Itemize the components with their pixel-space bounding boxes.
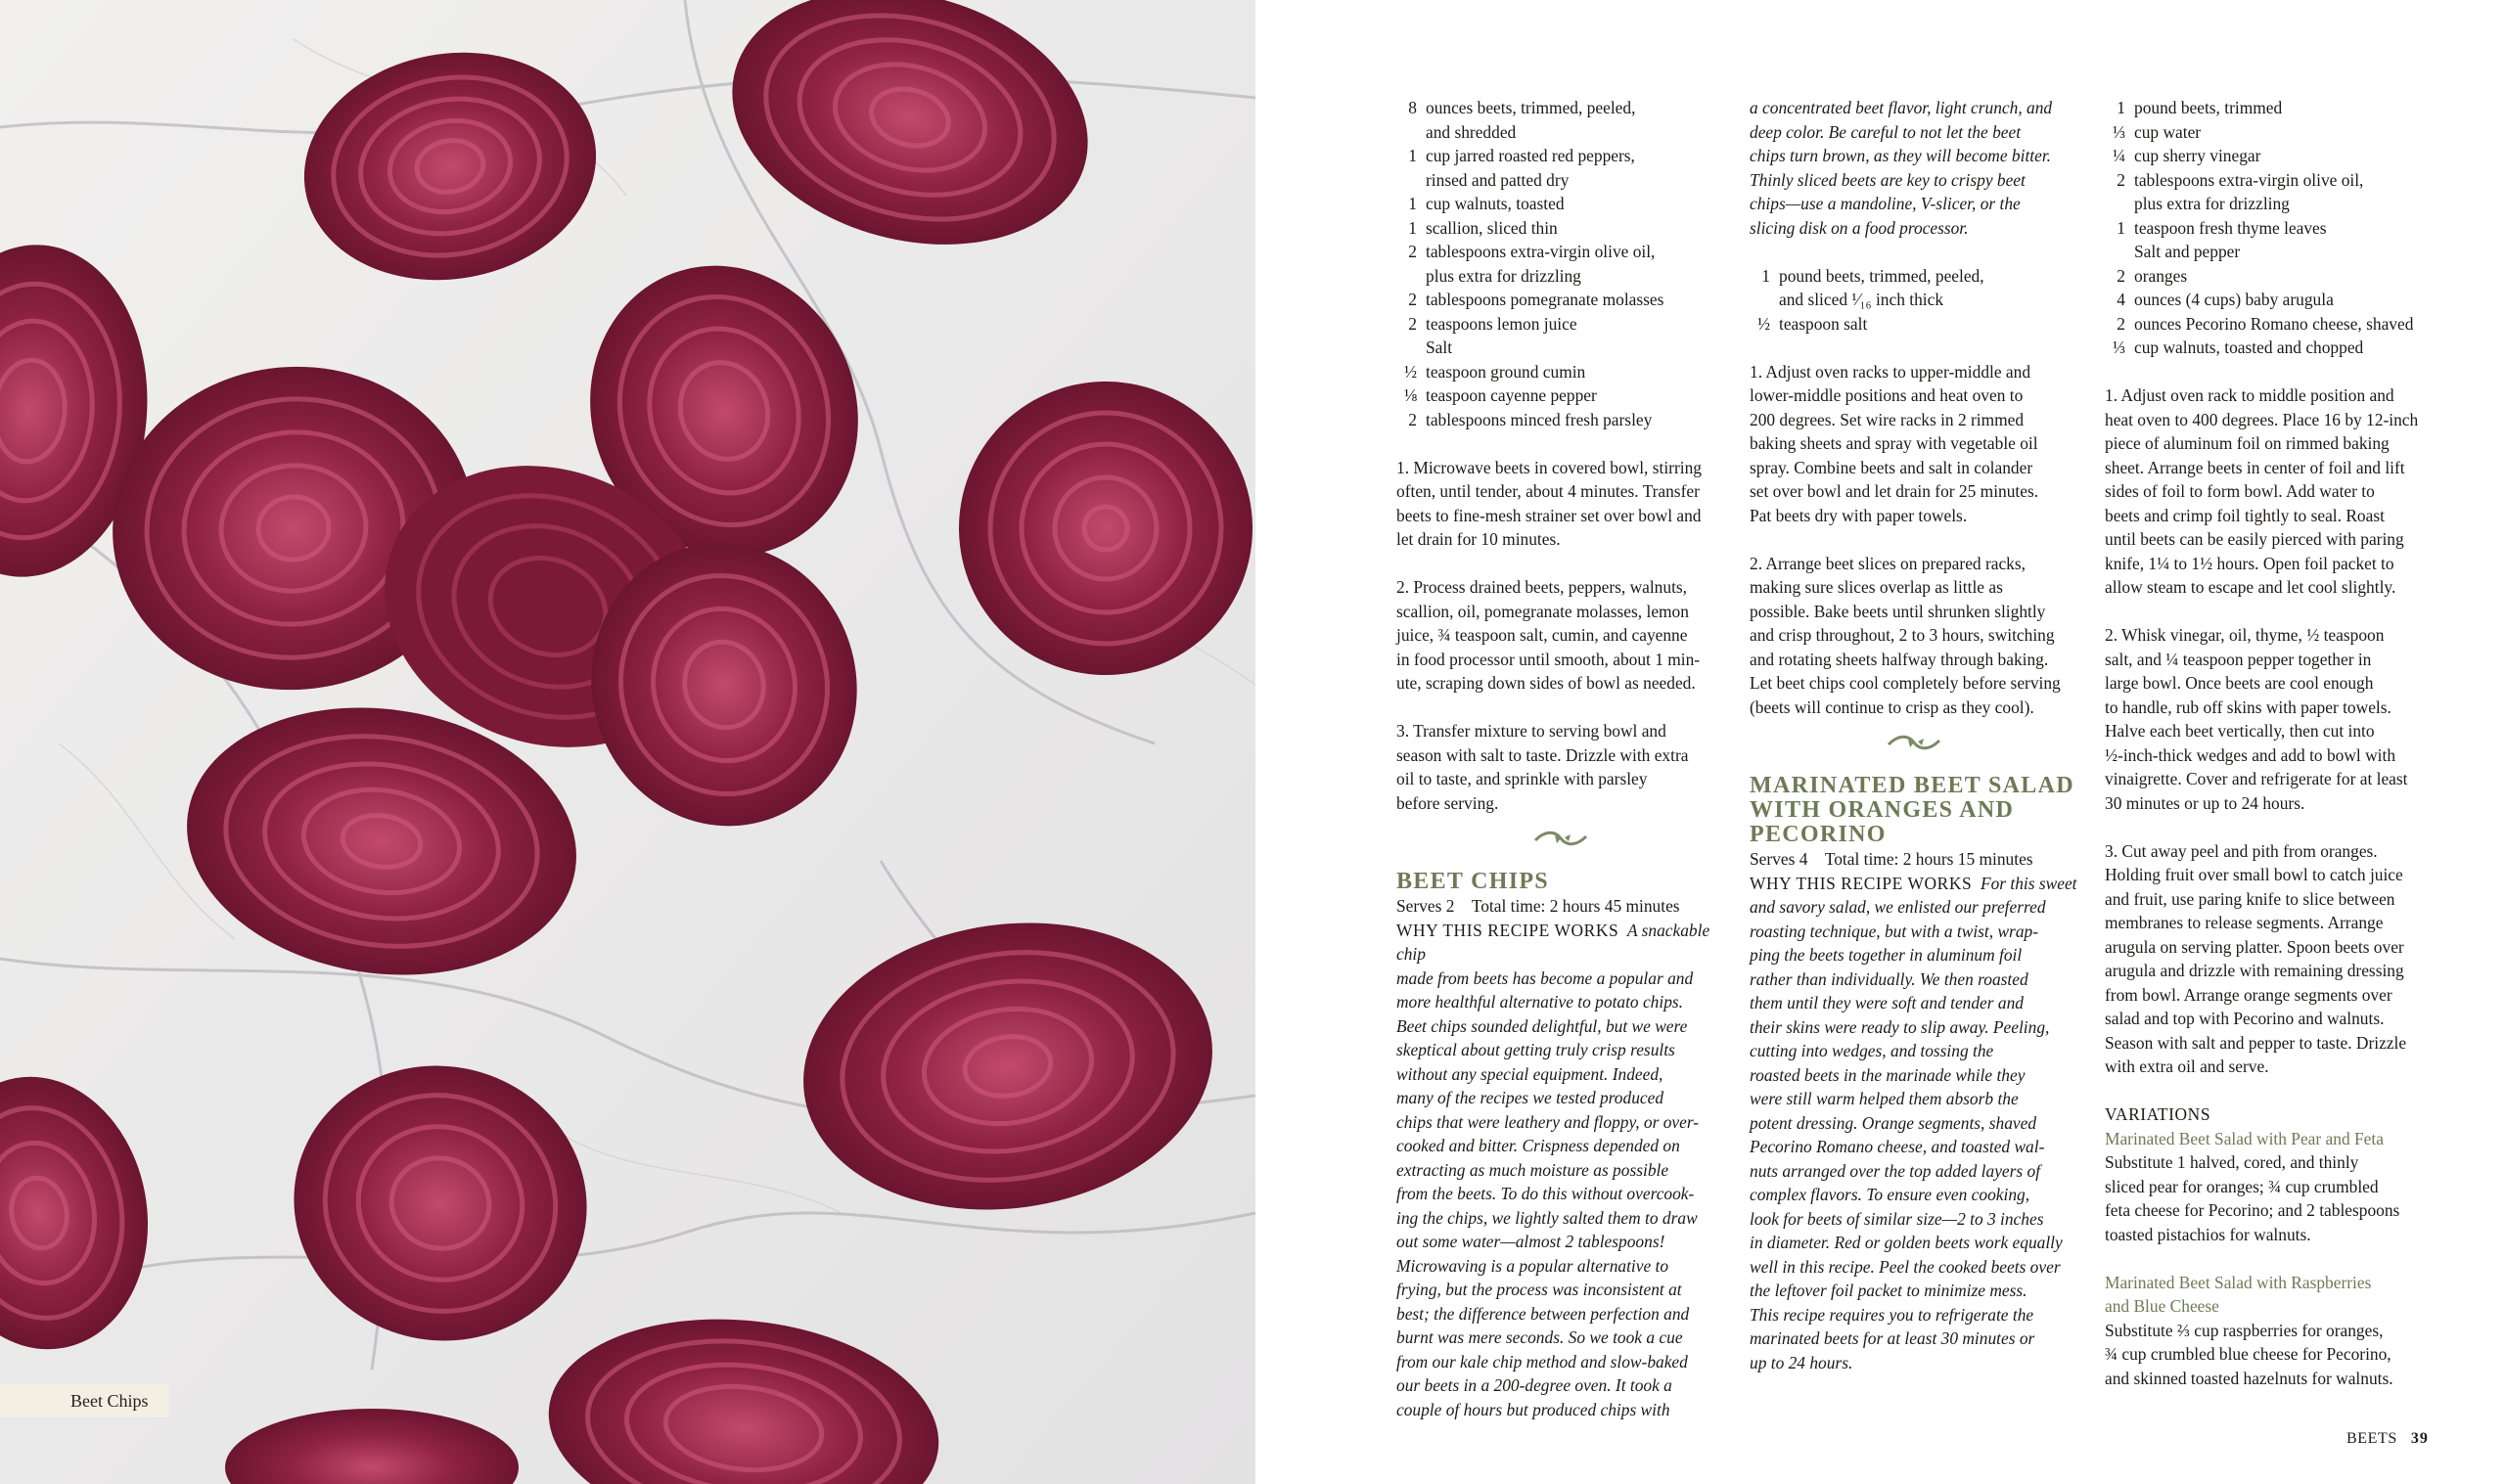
salad-title: MARINATED BEET SALAD WITH ORANGES AND PECORINO — [1750, 773, 2074, 847]
dip-step-2: 2. Process drained beets, peppers, walnuts, scallion, oil, pomegranate molasses, lemon juice, ¾ teaspoon salt, cumin, and cayenne in food processor until smooth, about 1 min- ute, scraping down sides of bowl as needed. — [1396, 577, 1701, 693]
ingredient-row: 1 scallion, sliced thin — [1408, 217, 1558, 238]
running-head: BEETS — [2346, 1430, 2397, 1447]
beet-chips-ingredients-list — [1750, 264, 2077, 337]
ingredient-row: plus extra for drizzling — [2134, 194, 2290, 213]
salad-why: WHY THIS RECIPE WORKS For this sweet and savory salad, we enlisted our preferred roasting technique, but with a twist, wrap- ping the beets together in aluminum foil rather than individually. We then roasted them until they were soft and tender and their skins were ready to slip away. Peeling, cutting into wedges, and tossing the roasted beets in the marinade while they were still warm helped them absorb the potent dressing. Orange segments, shaved Pecorino Romano cheese, and toasted wal- nuts arranged over the top added layers of complex flavors. To ensure even cooking, look for beets of similar size—2 to 3 inches in diameter. Red or golden beets work equally well in this recipe. Peel the cooked beets over the leftover foil packet to minimize mess. This recipe requires you to refrigerate the marinated beets for at least 30 minutes or up to 24 hours. — [1750, 873, 2077, 1372]
beet-chips-meta: Serves 2 Total time: 2 hours 45 minutes — [1396, 896, 1680, 916]
ingredient-row: 1 pound beets, trimmed — [2117, 98, 2283, 117]
dip-step-1: 1. Microwave beets in covered bowl, stirring often, until tender, about 4 minutes. Transfer beets to fine-mesh strainer set over bowl and let drain for 10 minutes. — [1396, 457, 1702, 549]
salad-step-2: 2. Whisk vinegar, oil, thyme, ½ teaspoon salt, and ¼ teaspoon pepper together in large bowl. Once beets are cool enough to handle, rub off skins with paper towels. Halve each beet vertically, then cut into ½-inch-thick wedges and add to bowl with vinaigrette. Cover and refrigerate for at least 30 minutes or up to 24 hours. — [2105, 625, 2408, 813]
ingredient-row: 8 ounces beets, trimmed, peeled, — [1408, 98, 1636, 117]
ornament-divider-icon — [1396, 827, 1724, 850]
left-column — [1396, 96, 1724, 1421]
ingredient-row: ⅓ cup water — [2112, 121, 2202, 142]
ornament-divider-icon — [1750, 731, 2077, 754]
middle-column — [1750, 96, 2077, 1374]
variation-1-text: Substitute 1 halved, cored, and thinly sliced pear for oranges; ¾ cup crumbled feta cheese for Pecorino; and 2 tablespoons toasted pistachios for walnuts. — [2105, 1152, 2400, 1244]
ingredient-row: ⅓ cup walnuts, toasted and chopped — [2112, 337, 2364, 357]
ingredient-row: Salt and pepper — [2134, 242, 2241, 261]
ingredient-row: and shredded — [1426, 121, 1517, 142]
dip-step-3: 3. Transfer mixture to serving bowl and season with salt to taste. Drizzle with extra oil to taste, and sprinkle with parsley before serving. — [1396, 721, 1689, 813]
ingredient-row: 2 tablespoons extra-virgin olive oil, — [2117, 169, 2364, 190]
ingredient-row: plus extra for drizzling — [1426, 265, 1581, 286]
photo-caption: Beet Chips — [0, 1384, 169, 1417]
salad-step-1: 1. Adjust oven rack to middle position and heat oven to 400 degrees. Place 16 by 12-inch piece of aluminum foil on rimmed baking sheet. Arrange beets in center of foil and lift sides of foil to form bowl. Add water to beets and crimp foil tightly to seal. Roast until beets can be easily pierced with paring knife, 1¼ to 1½ hours. Open foil packet to allow steam to escape and let cool slightly. — [2105, 385, 2419, 597]
salad-meta: Serves 4 Total time: 2 hours 15 minutes — [1750, 849, 2033, 869]
ingredient-row: and sliced ¹⁄₁₆ inch thick — [1779, 290, 1944, 309]
salad-ingredients-list — [2105, 96, 2437, 360]
ingredient-row: rinsed and patted dry — [1426, 169, 1570, 190]
beet-chips-step-1: 1. Adjust oven racks to upper-middle and lower-middle positions and heat oven to 200 degrees. Set wire racks in 2 rimmed baking sheets and spray with vegetable oil spray. Combine beets and salt in colander set over bowl and let drain for 25 minutes. Pat beets dry with paper towels. — [1750, 361, 2039, 525]
ingredient-row: 1 cup walnuts, toasted — [1408, 194, 1565, 213]
ingredient-row: Salt — [1426, 337, 1453, 357]
ingredient-row: ¼ cup sherry vinegar — [2112, 146, 2261, 165]
ingredient-row: ⅛ teaspoon cayenne pepper — [1403, 385, 1597, 405]
ingredient-row: 2 tablespoons extra-virgin olive oil, — [1408, 242, 1656, 261]
dip-ingredients-list — [1396, 96, 1724, 431]
beet-chips-title: BEET CHIPS — [1396, 869, 1549, 894]
ingredient-row: ½ teaspoon salt — [1756, 313, 1868, 334]
right-column — [2105, 96, 2437, 1390]
ingredient-row: 2 tablespoons minced fresh parsley — [1408, 409, 1653, 429]
variation-2-text: Substitute ⅔ cup raspberries for oranges, ¾ cup crumbled blue cheese for Pecorino, and skinned toasted hazelnuts for walnuts. — [2105, 1320, 2393, 1388]
ingredient-row: 4 ounces (4 cups) baby arugula — [2117, 290, 2334, 309]
beet-chips-why-continued: a concentrated beet flavor, light crunch, and deep color. Be careful to not let the beet chips turn brown, as they will become bitter. Thinly sliced beets are key to crispy beet chips—use a mandoline, V-slicer, or the slicing disk on a food processor. — [1750, 98, 2053, 238]
beet-chips-step-2: 2. Arrange beet slices on prepared racks, making sure slices overlap as little as possible. Bake beets until shrunken slightly and crisp throughout, 2 to 3 hours, switching and rotating sheets halfway through baking. Let beet chips cool completely before serving (beets will continue to crisp as they cool). — [1750, 553, 2061, 717]
variation-1-title: Marinated Beet Salad with Pear and Feta — [2105, 1128, 2384, 1148]
variations-label: VARIATIONS — [2105, 1104, 2211, 1124]
page-footer — [2346, 1430, 2429, 1448]
beet-chips-why: WHY THIS RECIPE WORKS A snackable chip made from beets has become a popular and more healthful alternative to potato chips. Beet chips sounded delightful, but we were skeptical about getting truly crisp results without any special equipment. Indeed, many of the recipes we tested produced chips that were leathery and floppy, or over- cooked and bitter. Crispness depended on extracting as much moisture as possible from the beets. To do this without overcook- ing the chips, we lightly salted them to draw out some water—almost 2 tablespoons! Microwaving is a popular alternative to frying, but the process was inconsistent at best; the difference between perfection and burnt was mere seconds. So we took a cue from our kale chip method and slow-baked our beets in a 200-degree oven. It took a couple of hours but produced chips with — [1396, 920, 1710, 1419]
variation-2-title: Marinated Beet Salad with Raspberries and Blue Cheese — [2105, 1272, 2372, 1316]
ingredient-row: 1 cup jarred roasted red peppers, — [1408, 146, 1635, 165]
page-number: 39 — [2410, 1430, 2429, 1447]
ingredient-row: ½ teaspoon ground cumin — [1403, 361, 1586, 382]
ingredient-row: 2 teaspoons lemon juice — [1408, 313, 1577, 334]
ingredient-row: 2 tablespoons pomegranate molasses — [1408, 290, 1664, 309]
ingredient-row: 2 oranges — [2117, 265, 2188, 286]
salad-step-3: 3. Cut away peel and pith from oranges. Holding fruit over small bowl to catch juice and fruit, use paring knife to slice between membranes to release segments. Arrange arugula on serving platter. Spoon beets over arugula and drizzle with remaining dressing from bowl. Arrange orange segments over salad and top with Pecorino and walnuts. Season with salt and pepper to taste. Drizzle with extra oil and serve. — [2105, 840, 2407, 1076]
ingredient-row: 2 ounces Pecorino Romano cheese, shaved — [2117, 313, 2414, 334]
ingredient-row: 1 pound beets, trimmed, peeled, — [1761, 265, 1984, 286]
ingredient-row: 1 teaspoon fresh thyme leaves — [2117, 217, 2327, 238]
